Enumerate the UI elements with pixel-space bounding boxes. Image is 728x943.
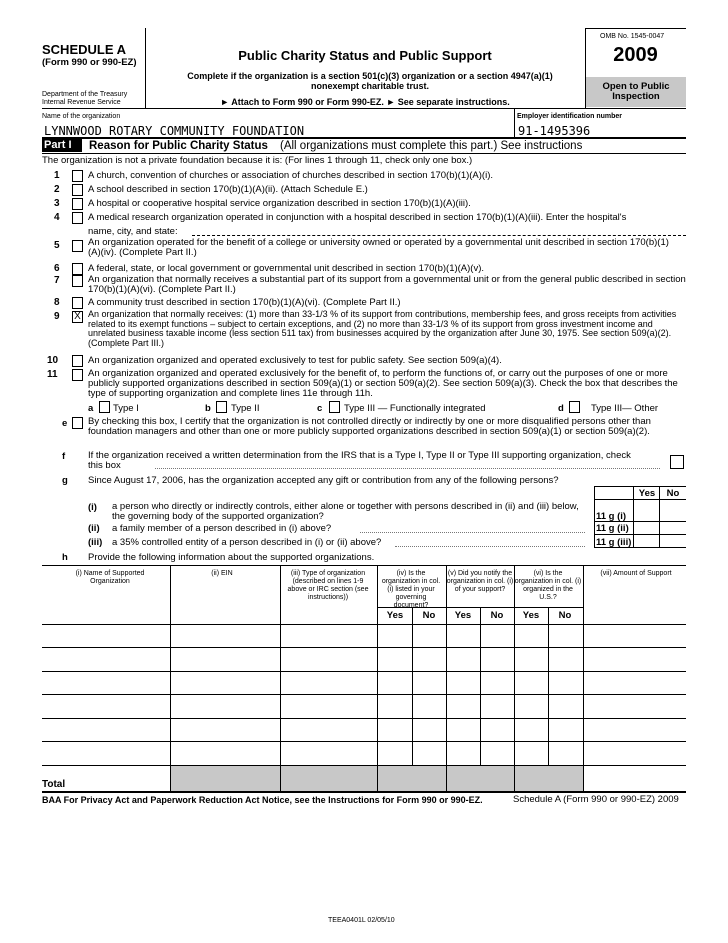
line-number-4: 4 (54, 212, 60, 223)
rule-giii-top (594, 534, 686, 535)
letter-f: f (62, 451, 66, 462)
line-8-text: A community trust described in section 170(b)(1)(A)(vi). (Complete Part II.) (88, 297, 401, 308)
ein-divider (514, 108, 515, 138)
form-reference: (Form 990 or 990-EZ) (42, 57, 137, 68)
rule-part1-top (42, 137, 686, 139)
org-name-label: Name of the organization (42, 113, 121, 120)
line-number-10: 10 (47, 355, 59, 366)
letter-d: d (558, 403, 564, 414)
letter-c: c (317, 403, 323, 414)
line-number-7: 7 (54, 275, 60, 286)
org-name: LYNNWOOD ROTARY COMMUNITY FOUNDATION (44, 124, 305, 138)
line-number-5: 5 (54, 240, 60, 251)
ein-label: Employer identification number (517, 113, 623, 120)
checkbox-line-9[interactable]: X (72, 311, 83, 323)
table-row-rule-4 (42, 694, 686, 695)
checkbox-line-5[interactable] (72, 240, 83, 252)
total-col-5-right (514, 766, 515, 791)
g-iii-text: a 35% controlled entity of a person described in (i) or (ii) above? (112, 537, 382, 548)
g-i-text: a person who directly or indirectly controls, either alone or together with persons described in (ii) and (iii) below, the governing body of the supported organization? (112, 501, 579, 522)
line-1-text: A church, convention of churches or association of churches described in section 170(b)(1)(A)(i). (88, 170, 494, 181)
table-row-rule-3 (42, 671, 686, 672)
open-to-public-label: Open to Public Inspection (602, 81, 670, 102)
rule-table-top (42, 565, 686, 566)
total-col-4-right (446, 766, 447, 791)
line-number-9: 9 (54, 311, 60, 322)
checkbox-line-1[interactable] (72, 170, 83, 182)
part1-intro: The organization is not a private foundation because it is: (For lines 1 through 11, check only one box.) (42, 155, 473, 166)
type-3-other-label: Type III— Other (591, 403, 659, 414)
col-3-header: (iii) Type of organization (described on lines 1-9 above or IRC section (see instructions)) (287, 570, 369, 601)
line-number-3: 3 (54, 198, 60, 209)
line-5-text: An organization operated for the benefit of a college or university owned or operated by a governmental unit described in section 170(b)(1)(A)(iv). (Complete Part II.) (88, 237, 669, 258)
letter-g: g (62, 475, 68, 486)
line-2-text: A school described in section 170(b)(1)(A)(ii). (Attach Schedule E.) (88, 184, 368, 195)
table-row-rule-1 (42, 624, 686, 625)
line-9-text: An organization that normally receives: (1) more than 33-1/3 % of its support from contributions, membership fees, and gross receipts from activities related to its exempt functions – subject to certain exceptions, and (2) no more than 33-1/3 % of its support from gross investment income and unrelated business taxable income (less section 511 tax) from businesses acquired by the organization after June 30, 1975. See section 509(a)(2). (Complete Part III.) (88, 309, 677, 348)
col-6-yes: Yes (522, 610, 540, 621)
total-col-3-right (377, 766, 378, 791)
line-10-text: An organization organized and operated exclusively to test for public safety. See section 509(a)(4). (88, 355, 502, 366)
part1-title-note: (All organizations must complete this part.) See instructions (280, 140, 583, 152)
line-number-6: 6 (54, 263, 60, 274)
letter-e: e (62, 418, 68, 429)
type-3-fi-label: Type III — Functionally integrated (344, 403, 486, 414)
yes-header: Yes (638, 488, 656, 499)
type-1-label: Type I (113, 403, 139, 414)
line-11g-text: Since August 17, 2006, has the organization accepted any gift or contribution from any of the following persons? (88, 475, 559, 486)
col-6-header: (vi) Is the organization in col. (i) organized in the U.S.? (514, 570, 582, 601)
g-ii-text: a family member of a person described in (i) above? (112, 523, 332, 534)
checkbox-11d[interactable] (569, 401, 580, 413)
tax-year: 2009 (613, 44, 658, 66)
checkbox-line-4[interactable] (72, 212, 83, 224)
col-6-no: No (558, 610, 572, 621)
rule-yes-no-top (594, 486, 686, 487)
checkbox-line-2[interactable] (72, 184, 83, 196)
line-11f-dots (155, 468, 660, 469)
g-iii-label: (iii) (88, 537, 103, 548)
part1-tag-text: Part I (44, 139, 72, 151)
letter-h: h (62, 552, 68, 563)
table-col-4-right (446, 565, 447, 791)
part1-title: Reason for Public Charity Status (89, 140, 268, 152)
col-4-no: No (422, 610, 436, 621)
g-i-label: (i) (88, 502, 97, 513)
table-col-1-right (170, 565, 171, 791)
checkbox-line-7[interactable] (72, 275, 83, 287)
form-title: Public Charity Status and Public Support (238, 48, 492, 63)
col-5-no: No (490, 610, 504, 621)
line-11f-text: If the organization received a written determination from the IRS that is a Type I, Type II or Type III supporting organization, check this box (88, 450, 631, 471)
no-header: No (666, 488, 680, 499)
table-row-rule-5 (42, 718, 686, 719)
line-6-text: A federal, state, or local government or governmental unit described in section 170(b)(1)(A)(v). (88, 263, 485, 274)
g-iii-dots (395, 546, 585, 547)
checkbox-line-11[interactable] (72, 369, 83, 381)
table-row-rule-6 (42, 741, 686, 742)
attach-instructions: ► Attach to Form 990 or Form 990-EZ. ► See separate instructions. (220, 97, 510, 107)
type-2-label: Type II (231, 403, 260, 414)
ref-col-left (594, 486, 595, 547)
col-5-header: (v) Did you notify the organization in col. (i) of your support? (446, 570, 514, 593)
total-label: Total (42, 779, 66, 790)
g-i-ref: 11 g (i) (596, 511, 627, 522)
yes-col-left (633, 486, 634, 547)
g-iii-ref: 11 g (iii) (596, 537, 632, 548)
checkbox-11e[interactable] (72, 417, 83, 429)
line-number-8: 8 (54, 297, 60, 308)
line-number-11: 11 (47, 369, 58, 380)
checkbox-line-3[interactable] (72, 198, 83, 210)
col-2-header: (ii) EIN (211, 570, 233, 577)
rule-yes-no-bottom (594, 547, 686, 548)
schedule-title: SCHEDULE A (42, 42, 127, 57)
table-col-6-right (583, 565, 584, 791)
rule-gi-top (594, 499, 686, 500)
header-left-divider (145, 28, 146, 108)
checkbox-line-8[interactable] (72, 297, 83, 309)
line-3-text: A hospital or cooperative hospital service organization described in section 170(b)(1)(A)(iii). (88, 198, 471, 209)
letter-a: a (88, 403, 94, 414)
part1-tag (42, 139, 82, 152)
checkbox-11c[interactable] (329, 401, 340, 413)
col-1-header: (i) Name of Supported Organization (75, 570, 145, 585)
col-4-yes: Yes (386, 610, 404, 621)
table-col-3-right (377, 565, 378, 791)
col-5-yes: Yes (454, 610, 472, 621)
table-row-rule-2 (42, 647, 686, 648)
line-4-hospital-field[interactable] (192, 235, 686, 236)
g-ii-label: (ii) (88, 523, 100, 534)
rule-bottom (42, 791, 686, 793)
line-11-text: An organization organized and operated exclusively for the benefit of, to perform the functions of, or carry out the purposes of one or more publicly supported organizations described in section 509(a)(1) or section 509(a)(2). See section 509(a)(3). Check the box that describes the type of supporting organization and complete lines 11e through 11h. (88, 368, 678, 399)
header-top-rule (585, 28, 686, 29)
baa-notice: BAA For Privacy Act and Paperwork Reduction Act Notice, see the Instructions for Form 990 or 990-EZ. (42, 795, 483, 805)
line-11h-text: Provide the following information about the supported organizations. (88, 552, 375, 563)
line-7-text: An organization that normally receives a substantial part of its support from a governmental unit or from the general public described in section 170(b)(1)(A)(vi). (Complete Part II.) (88, 274, 686, 295)
line-number-2: 2 (54, 184, 60, 195)
line-11e-text: By checking this box, I certify that the organization is not controlled directly or indirectly by one or more disqualified persons other than foundation managers and other than one or more publicly supported organizations described in section 509(a)(1) or section 509(a)(2). (88, 416, 651, 437)
ein-value: 91-1495396 (518, 124, 591, 138)
schedule-footer: Schedule A (Form 990 or 990-EZ) 2009 (513, 794, 679, 805)
checkbox-11a[interactable] (99, 401, 110, 413)
total-col-2-right (280, 766, 281, 791)
rule-org-top (42, 108, 686, 109)
g-ii-dots (360, 532, 585, 533)
form-subtitle: Complete if the organization is a section 501(c)(3) organization or a section 4947(a)(1) nonexempt charitable trust. (187, 71, 553, 91)
open-to-public-box (586, 77, 686, 107)
omb-number: OMB No. 1545-0047 (600, 33, 665, 40)
letter-b: b (205, 403, 211, 414)
line-number-1: 1 (54, 170, 60, 181)
checkbox-line-6[interactable] (72, 263, 83, 275)
checkbox-11b[interactable] (216, 401, 227, 413)
line-4-text: A medical research organization operated in conjunction with a hospital described in section 170(b)(1)(A)(iii). Enter the hospital's (88, 212, 627, 223)
table-col-5-right (514, 565, 515, 791)
line-4-hospital-label: name, city, and state: (88, 226, 178, 237)
yes-col-right (659, 486, 660, 547)
col-7-header: (vii) Amount of Support (600, 570, 672, 577)
table-col-2-right (280, 565, 281, 791)
rule-part1-bar (42, 153, 686, 154)
department: Department of the Treasury (42, 91, 128, 98)
checkbox-11f[interactable] (670, 455, 684, 469)
irs: Internal Revenue Service (42, 99, 121, 106)
col-4-header: (iv) Is the organization in col. (i) listed in your governing document? (381, 570, 441, 609)
form-code: TEEA0401L 02/05/10 (328, 917, 395, 924)
g-ii-ref: 11 g (ii) (596, 523, 629, 534)
checkbox-line-10[interactable] (72, 355, 83, 367)
